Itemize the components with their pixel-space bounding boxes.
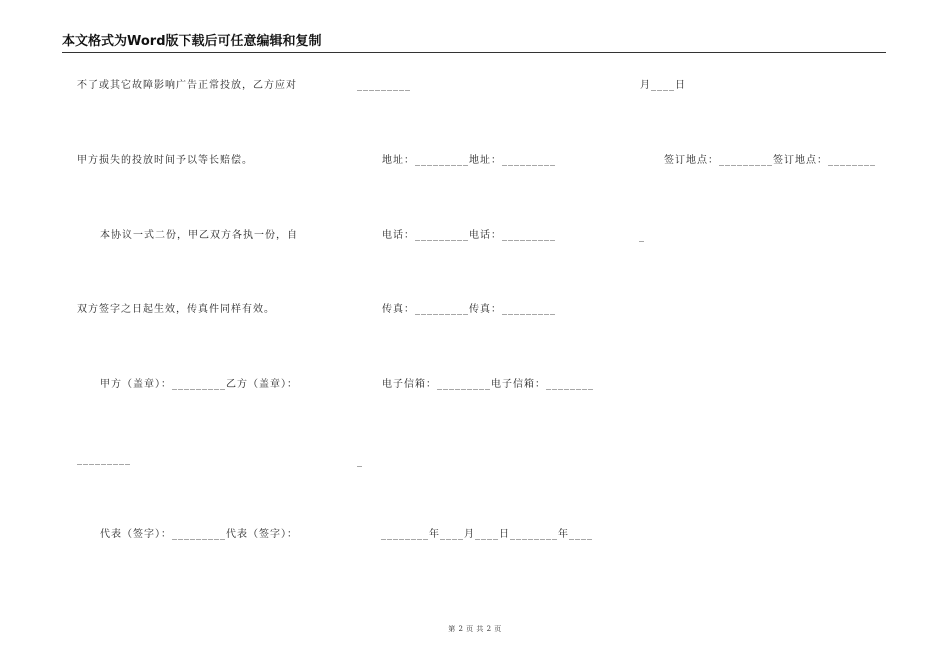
clause-text-line-2: 甲方损失的投放时间予以等长赔偿。 [77, 155, 253, 166]
right-underscore: _ [639, 231, 645, 242]
middle-top-blank: _________ [357, 80, 411, 91]
phone-line: 电话：_________电话：_________ [382, 230, 556, 241]
month-day-line: 月____日 [640, 80, 686, 91]
email-line: 电子信箱：_________电子信箱：________ [382, 379, 594, 390]
seal-blank-line: _________ [77, 454, 131, 465]
page-header [62, 34, 886, 53]
address-line: 地址：_________地址：_________ [382, 155, 556, 166]
fax-line: 传真：_________传真：_________ [382, 304, 556, 315]
clause-text-line-1: 不了或其它故障影响广告正常投放，乙方应对 [77, 80, 297, 91]
sign-place-line: 签订地点：_________签订地点：________ [664, 155, 876, 166]
clause-text-line-4: 双方签字之日起生效，传真件同样有效。 [77, 304, 275, 315]
header-title: 本文格式为Word版下载后可任意编辑和复制 [62, 34, 322, 49]
representative-line: 代表（签字）：_________代表（签字）： [100, 529, 298, 540]
clause-text-line-3: 本协议一式二份，甲乙双方各执一份，自 [100, 230, 298, 241]
middle-underscore: _ [357, 456, 363, 467]
page-footer: 第 2 页 共 2 页 [448, 625, 502, 633]
party-seal-line: 甲方（盖章）：_________乙方（盖章）： [100, 379, 298, 390]
date-line: ________年____月____日________年____ [381, 529, 593, 540]
